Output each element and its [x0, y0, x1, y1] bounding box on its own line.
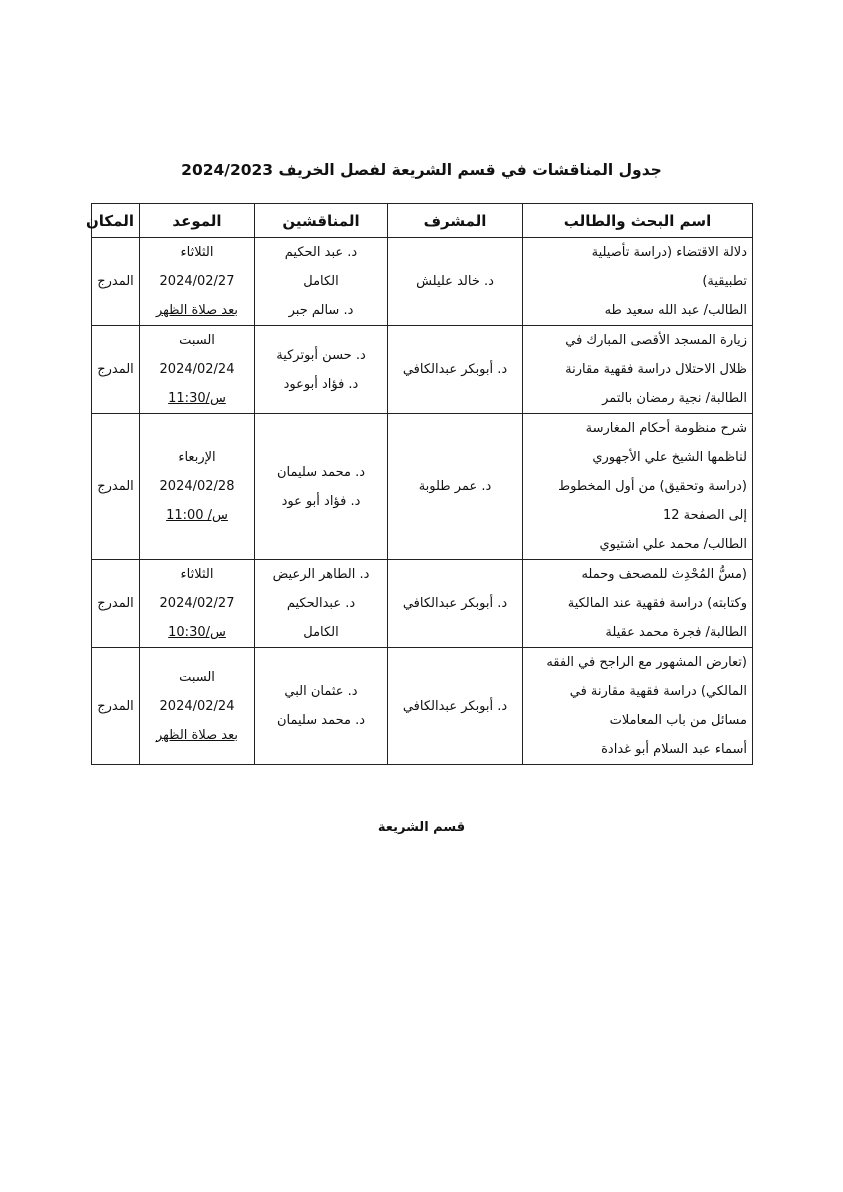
supervisor-cell: د. أبوبكر عبدالكافي: [388, 560, 523, 648]
day-name: الثلاثاء: [180, 245, 214, 260]
header-place: المكان: [92, 204, 140, 238]
day-name: السبت: [179, 669, 215, 685]
date-value: 2024/02/27: [159, 596, 235, 611]
department-signature: قسم الشريعة: [377, 820, 466, 835]
examiner-line: د. محمد سليمان: [276, 713, 366, 728]
date-cell: [140, 560, 255, 648]
examiner-line: د. حسن أبوتركية: [276, 347, 366, 363]
place-cell: المدرج: [92, 238, 140, 326]
research-title-line: ظلال الاحتلال دراسة فقهية مقارنة: [565, 362, 747, 377]
time-value: بعد صلاة الظهر: [156, 727, 238, 743]
research-title-line: وكتابته) دراسة فقهية عند المالكية: [567, 596, 747, 611]
supervisor-cell: د. أبوبكر عبدالكافي: [388, 648, 523, 765]
date-value: 2024/02/28: [159, 479, 235, 494]
research-title-line: مسائل من باب المعاملات: [609, 713, 747, 728]
date-cell: [140, 238, 255, 326]
examiner-line: د. محمد سليمان: [276, 464, 366, 480]
research-title-line: دلالة الاقتضاء (دراسة تأصيلية: [591, 245, 747, 260]
day-name: الثلاثاء: [180, 567, 214, 582]
research-title-cell: [523, 238, 753, 326]
student-name: الطالب/ عبد الله سعيد طه: [604, 303, 747, 318]
examiner-line: د. عبد الحكيم: [284, 245, 358, 260]
research-title-line: المالكي) دراسة فقهية مقارنة في: [569, 684, 747, 699]
examiner-line: د. الطاهر الرعيض: [272, 567, 370, 582]
supervisor-cell: د. أبوبكر عبدالكافي: [388, 326, 523, 414]
date-cell: [140, 414, 255, 560]
table-row: [92, 326, 753, 414]
place-cell: المدرج: [92, 648, 140, 765]
research-title-line: شرح منظومة أحكام المغارسة: [585, 421, 747, 436]
research-title-line: (تعارض المشهور مع الراجح في الفقه: [546, 655, 747, 670]
date-value: 2024/02/24: [159, 362, 235, 377]
examiner-line: د. سالم جبر: [288, 303, 354, 318]
research-title-line: تطبيقية): [702, 274, 747, 289]
time-value: س/10:30: [168, 625, 226, 640]
examiner-line: د. فؤاد أبوعود: [283, 376, 359, 392]
table-row: [92, 414, 753, 560]
table-row: [92, 238, 753, 326]
research-title-cell: [523, 326, 753, 414]
place-cell: المدرج: [92, 560, 140, 648]
examiner-line: د. عبدالحكيم: [286, 596, 356, 611]
research-title-line: إلى الصفحة 12: [662, 508, 747, 523]
student-name: أسماء عبد السلام أبو غدادة: [601, 742, 747, 757]
examiner-line: الكامل: [303, 625, 339, 640]
examiner-line: الكامل: [303, 274, 339, 289]
student-name: الطالبة/ فجرة محمد عقيلة: [605, 625, 747, 640]
research-title-line: لناظمها الشيخ علي الأجهوري: [592, 450, 747, 465]
table-row: [92, 648, 753, 765]
day-name: الإربعاء: [178, 450, 216, 465]
examiner-line: د. فؤاد أبو عود: [281, 493, 361, 509]
time-value: بعد صلاة الظهر: [156, 303, 238, 318]
date-value: 2024/02/27: [159, 274, 235, 289]
research-title-line: (دراسة وتحقيق) من أول المخطوط: [558, 479, 747, 494]
header-date: الموعد: [140, 204, 255, 238]
examiners-cell: [255, 560, 388, 648]
time-value: س/11:30: [168, 391, 226, 406]
examiners-cell: [255, 238, 388, 326]
schedule-table: [86, 203, 753, 765]
place-cell: المدرج: [92, 326, 140, 414]
research-title-line: زيارة المسجد الأقصى المبارك في: [565, 333, 747, 348]
supervisor-cell: د. عمر طلوبة: [388, 414, 523, 560]
place-cell: المدرج: [92, 414, 140, 560]
research-title-cell: [523, 560, 753, 648]
day-name: السبت: [179, 333, 215, 348]
page-title: جدول المناقشات في قسم الشريعة لفصل الخريف 2024/2023: [181, 161, 662, 179]
research-title-cell: [523, 648, 753, 765]
header-title-student: اسم البحث والطالب: [523, 204, 753, 238]
date-cell: [140, 326, 255, 414]
examiners-cell: [255, 414, 388, 560]
student-name: الطالبة/ نجية رمضان بالتمر: [602, 391, 747, 406]
time-value: س/ 11:00: [166, 508, 228, 523]
examiners-cell: [255, 648, 388, 765]
student-name: الطالب/ محمد علي اشتيوي: [599, 537, 747, 552]
supervisor-cell: د. خالد عليلش: [388, 238, 523, 326]
examiners-cell: [255, 326, 388, 414]
header-row: [92, 204, 753, 238]
header-supervisor: المشرف: [388, 204, 523, 238]
research-title-cell: [523, 414, 753, 560]
date-cell: [140, 648, 255, 765]
header-examiners: المناقشين: [255, 204, 388, 238]
research-title-line: (مسُّ المُحْدِث للمصحف وحمله: [581, 567, 747, 582]
table-row: [92, 560, 753, 648]
date-value: 2024/02/24: [159, 698, 235, 714]
examiner-line: د. عثمان البي: [284, 684, 358, 699]
